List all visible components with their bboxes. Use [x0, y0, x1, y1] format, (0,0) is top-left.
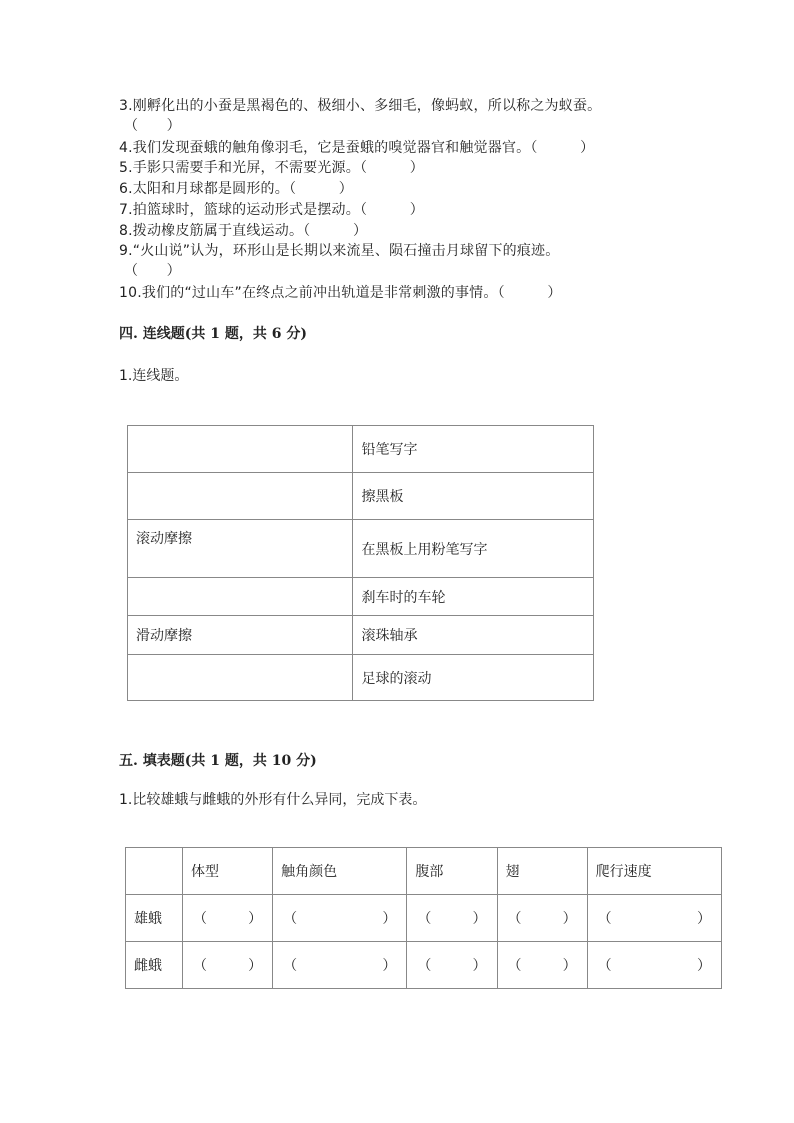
blank-close: ） [382, 911, 397, 927]
answer-blank[interactable] [407, 895, 497, 942]
blank-open: （ [417, 958, 432, 974]
table-row [128, 520, 594, 578]
table-row [126, 942, 722, 989]
table-row [128, 655, 594, 701]
table-row [128, 426, 594, 473]
question-4: 4.我们发现蚕蛾的触角像羽毛，它是蚕蛾的嗅觉器官和触觉器官。（ ） [119, 140, 595, 156]
blank-close: ） [472, 958, 487, 974]
blank-open: （ [597, 911, 612, 927]
question-6: 6.太阳和月球都是圆形的。（ ） [119, 181, 353, 197]
question-9: 9.“火山说”认为，环形山是长期以来流星、陨石撞击月球留下的痕迹。 [119, 243, 560, 259]
blank-close: ） [382, 958, 397, 974]
answer-blank[interactable] [497, 942, 587, 989]
column-header-wing: 翅 [497, 848, 587, 895]
match-right-cell: 擦黑板 [353, 473, 594, 520]
blank-close: ） [562, 958, 577, 974]
fill-table [125, 847, 722, 989]
column-header-abdomen: 腹部 [407, 848, 497, 895]
blank-close: ） [248, 958, 263, 974]
blank-close: ） [248, 911, 263, 927]
match-left-cell [128, 473, 353, 520]
matching-table [127, 425, 594, 701]
table-header-row [126, 848, 722, 895]
question-3-bracket: （ ） [124, 118, 181, 134]
match-left-cell [128, 426, 353, 473]
match-left-cell: 滚动摩擦 [128, 520, 353, 578]
blank-open: （ [193, 958, 207, 974]
row-header-female: 雌蛾 [126, 942, 183, 989]
column-header-body-size: 体型 [183, 848, 273, 895]
match-right-cell: 滚珠轴承 [353, 616, 594, 655]
blank-open: （ [417, 911, 432, 927]
blank-open: （ [507, 958, 522, 974]
blank-close: ） [697, 911, 711, 927]
table-row [128, 578, 594, 616]
match-left-cell [128, 655, 353, 701]
match-right-cell: 足球的滚动 [353, 655, 594, 701]
blank-open: （ [283, 911, 298, 927]
blank-open: （ [193, 911, 207, 927]
table-row [128, 473, 594, 520]
table-row [128, 616, 594, 655]
answer-blank[interactable] [273, 942, 407, 989]
match-left-cell [128, 578, 353, 616]
blank-open: （ [507, 911, 522, 927]
blank-open: （ [597, 958, 612, 974]
question-10: 10.我们的“过山车”在终点之前冲出轨道是非常刺激的事情。（ ） [119, 285, 562, 301]
match-right-cell: 在黑板上用粉笔写字 [353, 520, 594, 578]
section-4-title: 四. 连线题(共 1 题，共 6 分) [119, 326, 307, 342]
answer-blank[interactable] [183, 942, 273, 989]
answer-blank[interactable] [587, 895, 721, 942]
section-5-prompt: 1.比较雄蛾与雌蛾的外形有什么异同，完成下表。 [119, 792, 427, 808]
table-row [126, 895, 722, 942]
section-4-prompt: 1.连线题。 [119, 368, 189, 384]
column-header-antenna-color: 触角颜色 [273, 848, 407, 895]
match-right-cell: 铅笔写字 [353, 426, 594, 473]
blank-close: ） [697, 958, 711, 974]
column-header-crawl-speed: 爬行速度 [587, 848, 721, 895]
match-right-cell: 刹车时的车轮 [353, 578, 594, 616]
answer-blank[interactable] [273, 895, 407, 942]
answer-blank[interactable] [183, 895, 273, 942]
blank-close: ） [562, 911, 577, 927]
question-9-bracket: （ ） [124, 263, 181, 279]
answer-blank[interactable] [587, 942, 721, 989]
table-corner-cell [126, 848, 183, 895]
answer-blank[interactable] [407, 942, 497, 989]
blank-close: ） [472, 911, 487, 927]
answer-blank[interactable] [497, 895, 587, 942]
row-header-male: 雄蛾 [126, 895, 183, 942]
question-3: 3.刚孵化出的小蚕是黑褐色的、极细小、多细毛，像蚂蚁，所以称之为蚁蚕。 [119, 98, 602, 114]
section-5-title: 五. 填表题(共 1 题，共 10 分) [119, 753, 317, 769]
blank-open: （ [283, 958, 298, 974]
question-7: 7.拍篮球时，篮球的运动形式是摆动。（ ） [119, 202, 424, 218]
question-5: 5.手影只需要手和光屏，不需要光源。（ ） [119, 160, 424, 176]
question-8: 8.拨动橡皮筋属于直线运动。（ ） [119, 223, 368, 239]
match-left-cell: 滑动摩擦 [128, 616, 353, 655]
